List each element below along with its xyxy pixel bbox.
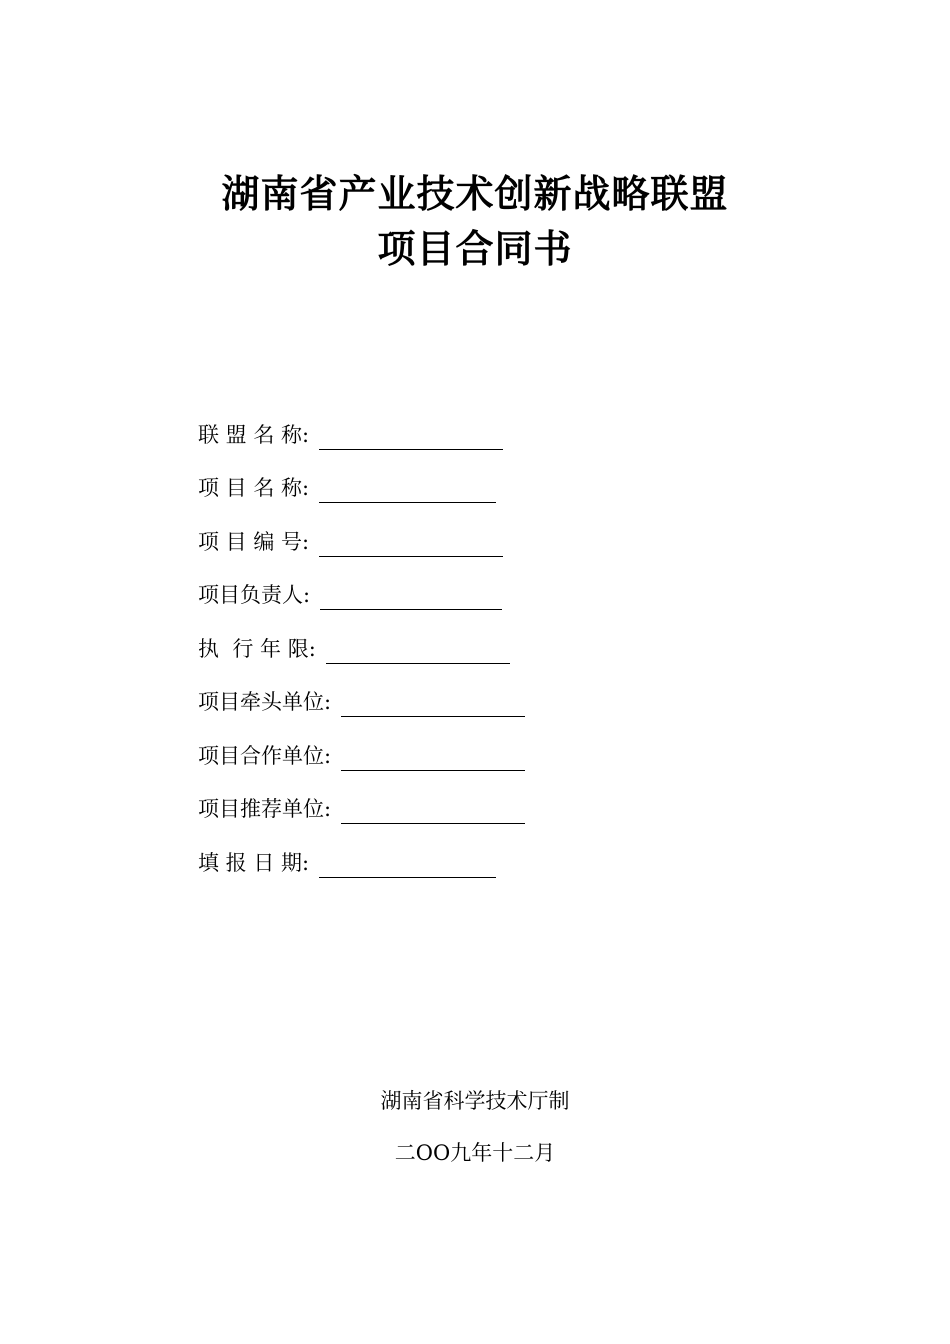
project-name-field[interactable] [319,476,496,503]
recommending-unit-field[interactable] [341,797,525,824]
cover-form [198,392,525,874]
form-row-project-number [198,499,525,553]
document-title: 湖南省产业技术创新战略联盟 [221,171,729,216]
form-row-recommending-unit [198,767,525,821]
form-row-lead-unit [198,660,525,714]
partner-unit-label: 项目合作单位: [198,743,332,768]
issuer-line: 湖南省科学技术厅制 [380,1089,570,1113]
form-row-partner-unit [198,713,525,767]
lead-unit-field[interactable] [341,690,525,717]
alliance-name-field[interactable] [319,423,503,450]
form-row-execution-period [198,606,525,660]
lead-unit-label: 项目牵头单位: [198,690,332,714]
alliance-name-label: 联 盟 名 称: [198,422,310,447]
partner-unit-field[interactable] [341,744,525,771]
form-row-submission-date [198,820,525,874]
document-subtitle: 项目合同书 [377,226,573,271]
form-row-alliance-name [198,392,525,446]
project-leader-label: 项目负责人: [198,583,311,607]
submission-date-field[interactable] [319,851,496,878]
recommending-unit-label: 项目推荐单位: [198,797,332,821]
submission-date-label: 填 报 日 期: [198,850,310,875]
execution-period-label: 执 行 年 限: [198,636,316,661]
execution-period-field[interactable] [326,637,510,664]
project-leader-field[interactable] [320,583,502,610]
issue-date: 二OO九年十二月 [394,1141,556,1165]
project-number-label: 项 目 编 号: [198,529,310,554]
form-row-project-name [198,446,525,500]
form-row-project-leader [198,553,525,607]
project-name-label: 项 目 名 称: [198,476,310,500]
project-number-field[interactable] [319,530,503,557]
